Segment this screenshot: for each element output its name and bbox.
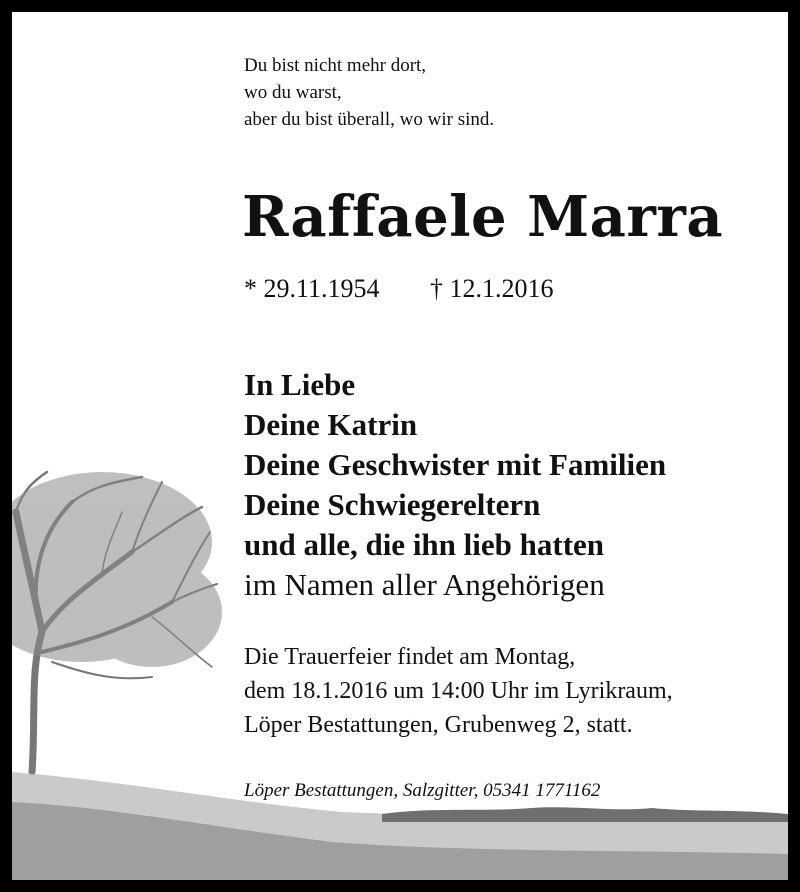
mourners-list <box>244 365 666 605</box>
memorial-motto <box>244 52 494 133</box>
motto-line: Du bist nicht mehr dort, <box>244 55 427 76</box>
mourners-line: Deine Schwiegereltern <box>244 487 541 522</box>
birth-date: * 29.11.1954 <box>244 274 380 303</box>
mourners-line: im Namen aller Angehörigen <box>244 567 605 602</box>
death-date: † 12.1.2016 <box>430 274 554 303</box>
funeral-service-info <box>244 640 673 742</box>
mourners-line: und alle, die ihn lieb hatten <box>244 527 605 562</box>
service-line: Löper Bestattungen, Grubenweg 2, statt. <box>244 712 633 738</box>
mourners-line: Deine Geschwister mit Familien <box>244 447 667 482</box>
mourners-line: Deine Katrin <box>244 407 418 442</box>
life-dates <box>244 274 554 304</box>
service-line: Die Trauerfeier findet am Montag, <box>244 644 576 670</box>
funeral-home-contact: Löper Bestattungen, Salzgitter, 05341 1771162 <box>244 780 601 801</box>
mourners-line: In Liebe <box>244 367 356 402</box>
service-line: dem 18.1.2016 um 14:00 Uhr im Lyrikraum, <box>244 678 673 704</box>
motto-line: aber du bist überall, wo wir sind. <box>244 109 495 130</box>
motto-line: wo du warst, <box>244 82 342 103</box>
deceased-name: Raffaele Marra <box>242 184 724 250</box>
